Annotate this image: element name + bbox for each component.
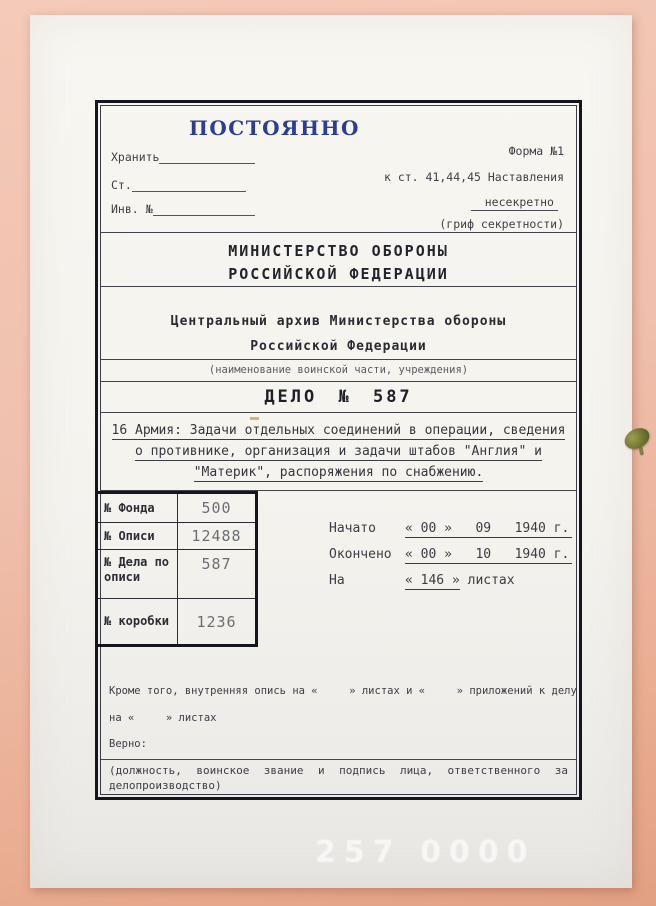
description-line: "Материк", распоряжения по снабжению. xyxy=(193,465,484,480)
document-paper xyxy=(30,15,632,888)
date-started-row xyxy=(329,521,572,538)
keep-blank-line xyxy=(159,151,255,164)
inventory-label: Инв. № xyxy=(111,202,153,216)
case-cover-form xyxy=(95,100,582,800)
regulation-reference: к ст. 41,44,45 Наставления xyxy=(383,170,564,184)
started-label: Начато xyxy=(329,521,376,536)
opis-number-value: 12488 xyxy=(191,527,242,545)
fond-number-label: № Фонда xyxy=(98,494,178,522)
finished-value: « 00 » 10 1940 г. xyxy=(405,547,572,564)
table-row xyxy=(98,494,255,523)
st-field xyxy=(111,178,246,192)
sheets-value: « 146 » xyxy=(405,573,460,588)
st-label: Ст. xyxy=(111,178,132,192)
fond-number-value: 500 xyxy=(201,499,232,517)
internal-inventory-note-line1: Кроме того, внутренняя опись на « » листах и « » приложений к делу xyxy=(109,685,577,697)
form-header-section xyxy=(101,106,576,233)
form-number: Форма №1 xyxy=(508,144,564,158)
internal-inventory-note-line2: на « » листах xyxy=(109,712,217,724)
inventory-blank-line xyxy=(153,203,255,216)
scan-watermark: 257 0000 xyxy=(315,835,536,870)
secrecy-value: несекретно xyxy=(471,195,558,211)
date-finished-row xyxy=(329,547,572,564)
table-row xyxy=(98,523,255,550)
sheets-count-row xyxy=(329,573,572,590)
signature-caption: (должность, воинское звание и подпись лица, ответственного за делопроизводство) xyxy=(109,764,568,792)
description-line: о противнике, организация и задачи штабов "Англия" и xyxy=(135,444,542,459)
secrecy-caption: (гриф секретности) xyxy=(439,217,564,231)
finished-label: Окончено xyxy=(329,547,392,562)
keep-field xyxy=(111,150,255,164)
archive-line1: Центральный архив Министерства обороны xyxy=(170,314,507,329)
secrecy-value-field xyxy=(471,195,558,209)
sheets-suffix: листах xyxy=(459,573,515,588)
main-section xyxy=(101,491,576,760)
case-title: ДЕЛО № 587 xyxy=(101,382,576,413)
description-line: 16 Армия: Задачи отдельных соединений в операции, сведения xyxy=(111,423,566,438)
registry-table xyxy=(95,491,258,647)
started-value: « 00 » 09 1940 г. xyxy=(405,521,572,538)
archive-section xyxy=(101,287,576,360)
ministry-line1: МИНИСТЕРСТВО ОБОРОНЫ xyxy=(228,242,449,260)
opis-number-label: № Описи xyxy=(98,523,178,549)
st-blank-line xyxy=(132,179,246,192)
delo-number-label: № Дела по описи xyxy=(98,550,178,598)
sheets-label: На xyxy=(329,573,345,588)
form-inner-border xyxy=(100,105,577,795)
box-number-label: № коробки xyxy=(98,599,178,644)
keep-label: Хранить xyxy=(111,150,160,164)
ministry-section xyxy=(101,233,576,287)
inventory-field xyxy=(111,202,255,216)
table-row xyxy=(98,599,255,644)
verified-label: Верно: xyxy=(109,738,147,750)
delo-number-value: 587 xyxy=(201,555,232,573)
table-row xyxy=(98,550,255,599)
ministry-line2: РОССИЙСКОЙ ФЕДЕРАЦИИ xyxy=(228,265,449,283)
box-number-value: 1236 xyxy=(196,612,237,631)
dates-block xyxy=(329,521,572,599)
paper-speck xyxy=(250,417,259,420)
unit-caption: (наименование воинской части, учреждения) xyxy=(101,360,576,382)
archive-line2: Российской Федерации xyxy=(250,339,427,354)
case-description-section xyxy=(101,413,576,491)
permanent-storage-stamp: ПОСТОЯННО xyxy=(189,116,360,140)
